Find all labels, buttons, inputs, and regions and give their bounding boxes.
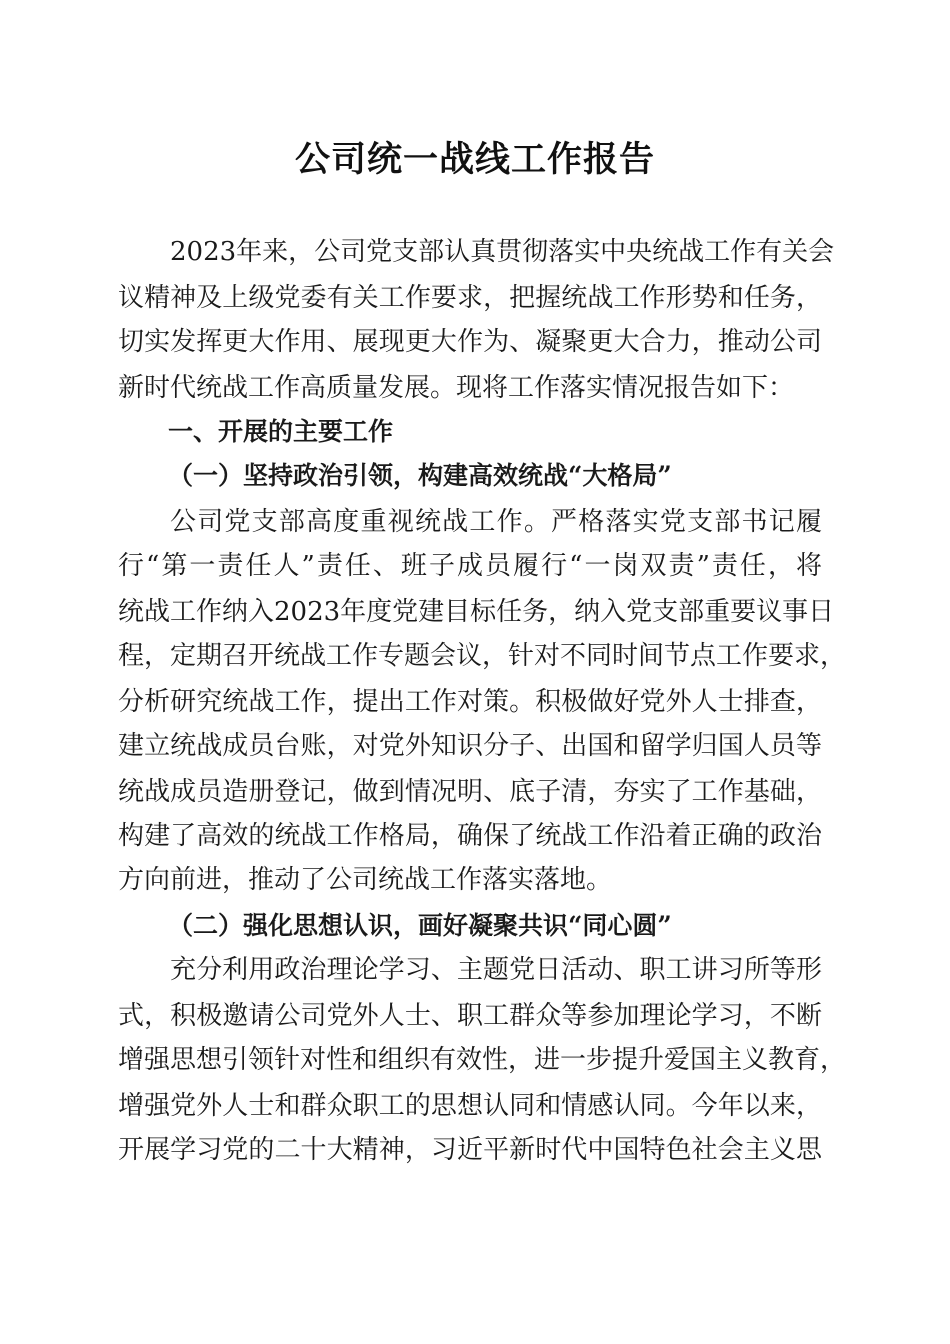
paragraph-line: 2023年来，公司党支部认真贯彻落实中央统战工作有关会 xyxy=(170,237,835,267)
section-heading: 一、开展的主要工作 xyxy=(168,417,394,446)
paragraph-line: 切实发挥更大作用、展现更大作为、凝聚更大合力，推动公司 xyxy=(118,327,822,357)
paragraph-line: 统战工作纳入2023年度党建目标任务，纳入党支部重要议事日 xyxy=(118,597,835,627)
paragraph-line: 充分利用政治理论学习、主题党日活动、职工讲习所等形 xyxy=(170,955,822,985)
paragraph-line: 分析研究统战工作，提出工作对策。积极做好党外人士排查， xyxy=(118,687,822,717)
paragraph-line: 新时代统战工作高质量发展。现将工作落实情况报告如下： xyxy=(118,373,795,403)
document-title: 公司统一战线工作报告 xyxy=(294,140,655,180)
paragraph-line: 建立统战成员台账，对党外知识分子、出国和留学归国人员等 xyxy=(118,731,822,761)
paragraph-line: 方向前进，推动了公司统战工作落实落地。 xyxy=(118,865,613,895)
paragraph-line: 程，定期召开统战工作专题会议，针对不同时间节点工作要求， xyxy=(118,641,847,671)
subsection-heading: （二）强化思想认识，画好凝聚共识“同心圆” xyxy=(168,911,672,940)
paragraph-line: 式，积极邀请公司党外人士、职工群众等参加理论学习，不断 xyxy=(118,1001,822,1031)
paragraph-line: 开展学习党的二十大精神，习近平新时代中国特色社会主义思 xyxy=(118,1135,822,1165)
paragraph-line: 构建了高效的统战工作格局，确保了统战工作沿着正确的政治 xyxy=(118,821,822,851)
paragraph-line: 行“第一责任人”责任、班子成员履行“一岗双责”责任，将 xyxy=(118,551,822,581)
subsection-heading: （一）坚持政治引领，构建高效统战“大格局” xyxy=(168,461,672,490)
paragraph-line: 公司党支部高度重视统战工作。严格落实党支部书记履 xyxy=(170,507,822,537)
paragraph-line: 增强党外人士和群众职工的思想认同和情感认同。今年以来， xyxy=(118,1091,822,1121)
paragraph-line: 增强思想引领针对性和组织有效性，进一步提升爱国主义教育， xyxy=(118,1045,847,1075)
paragraph-line: 议精神及上级党委有关工作要求，把握统战工作形势和任务， xyxy=(118,283,822,313)
paragraph-line: 统战成员造册登记，做到情况明、底子清，夯实了工作基础， xyxy=(118,777,822,807)
